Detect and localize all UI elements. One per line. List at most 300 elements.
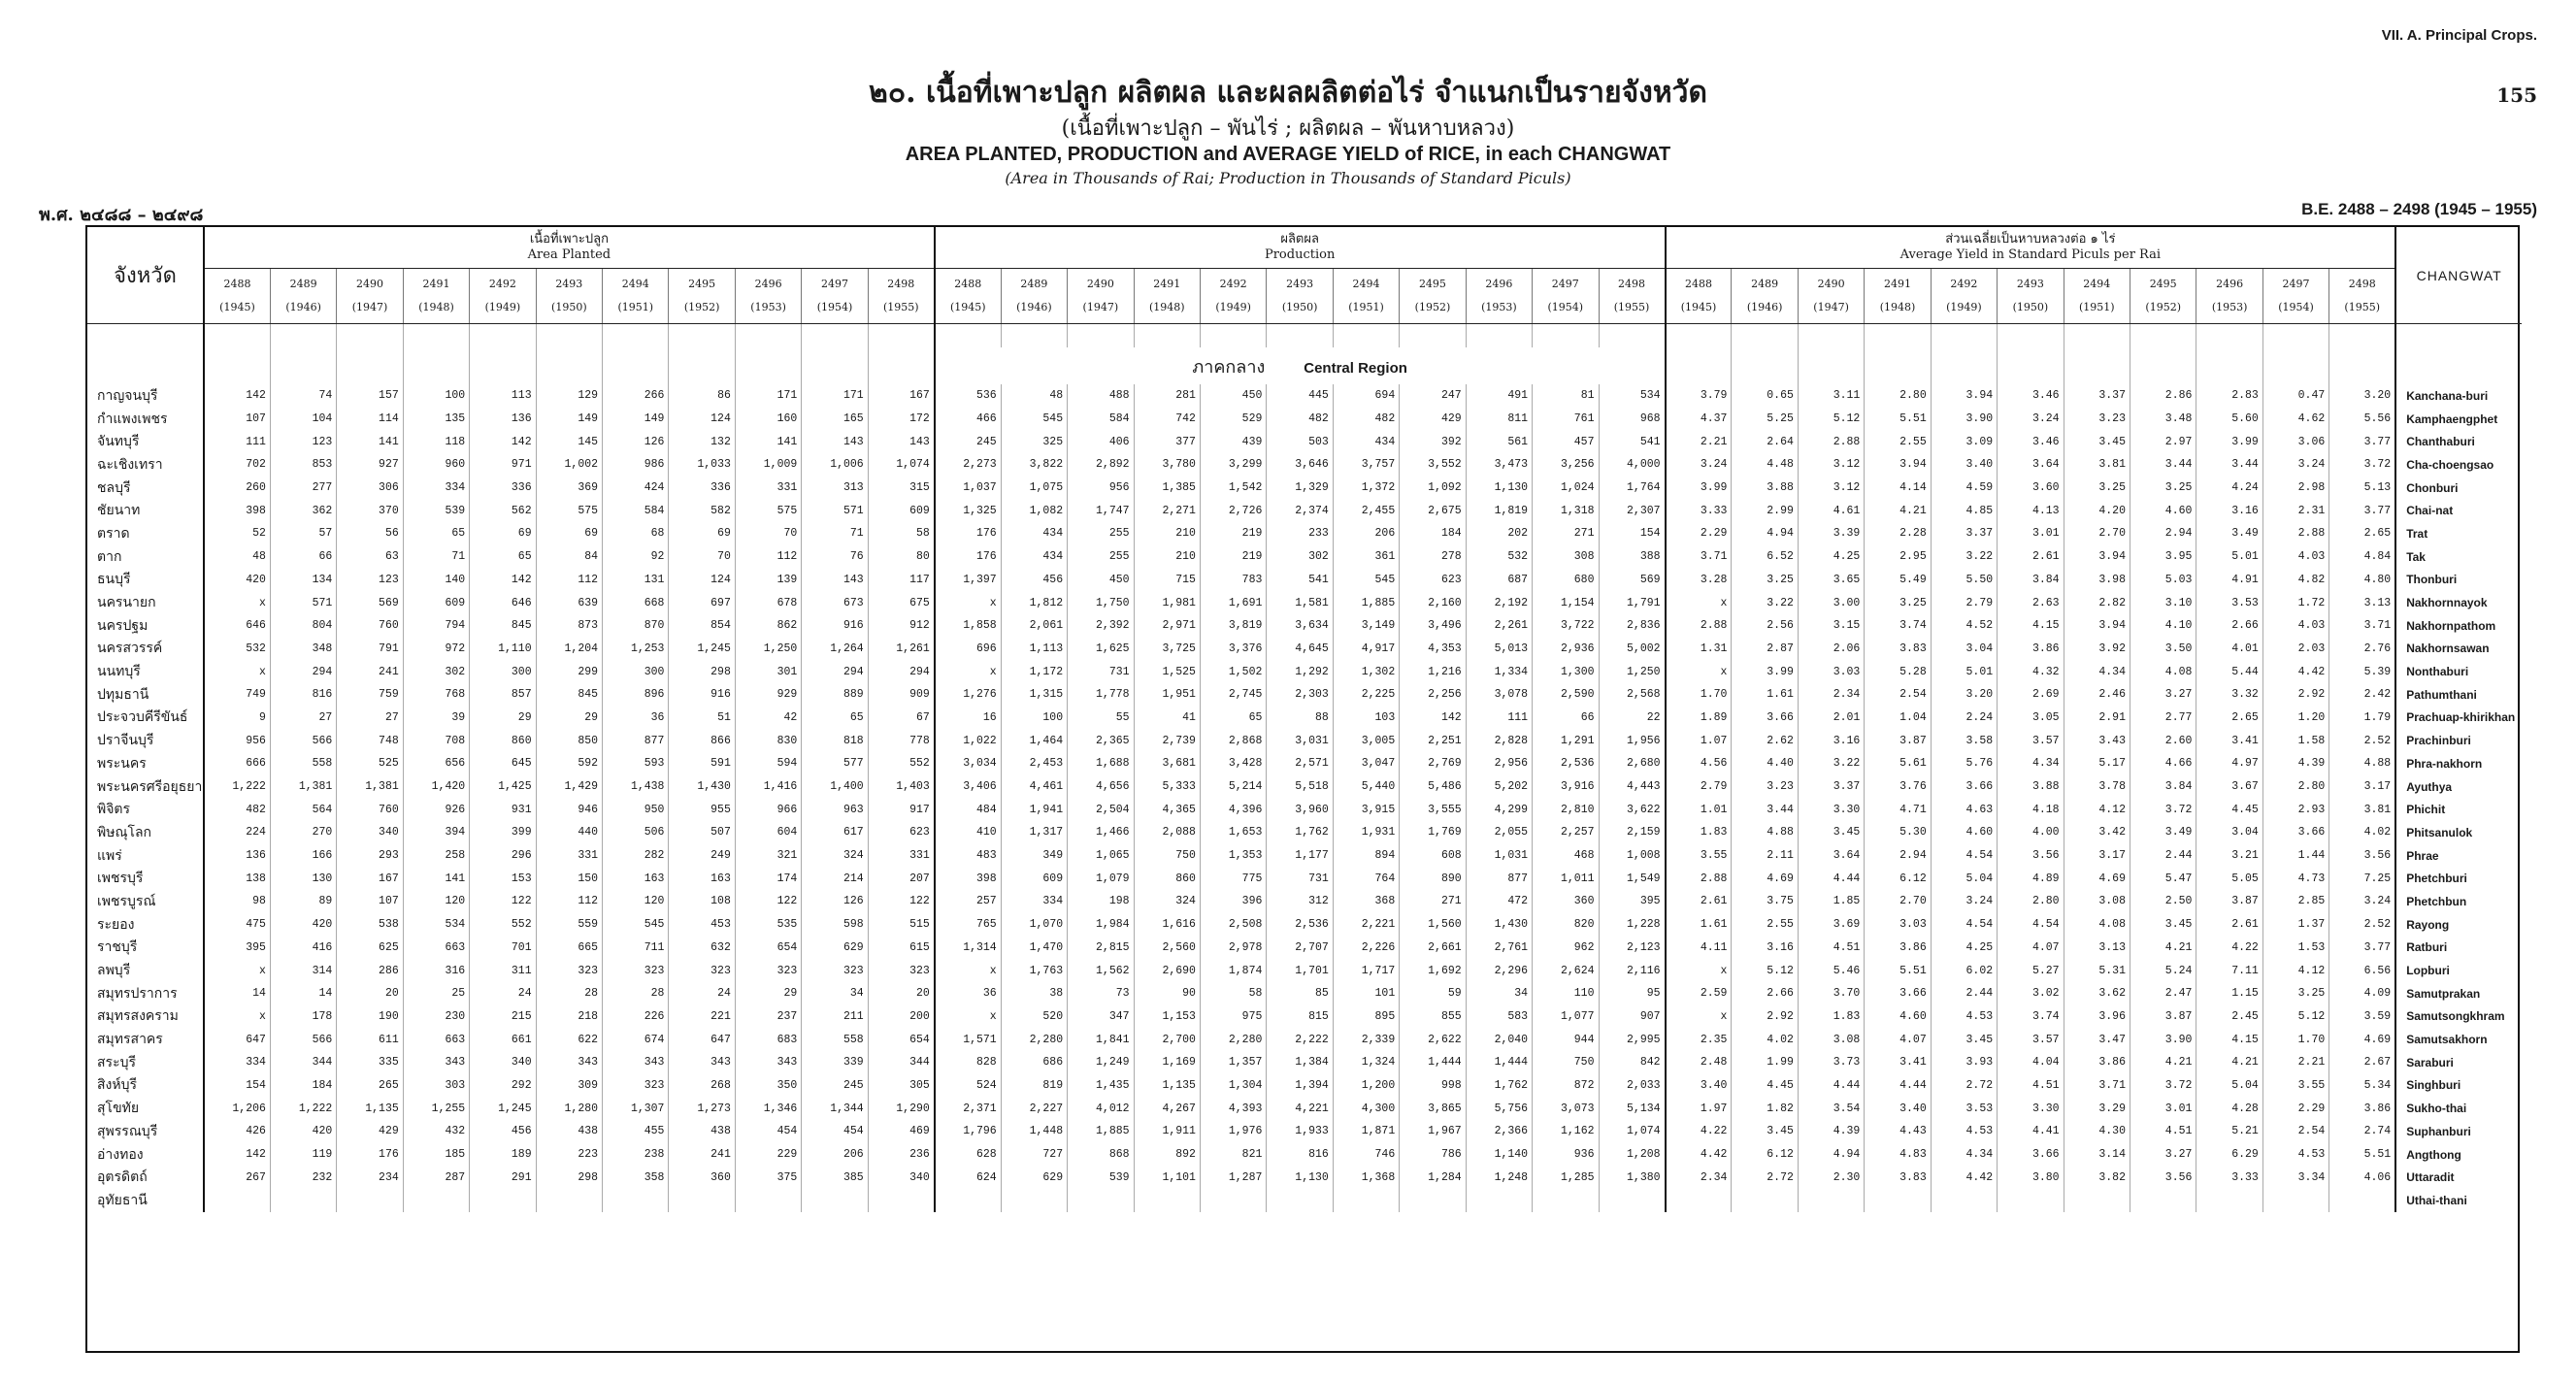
area-cell: 663	[403, 1028, 469, 1051]
area-cell: 335	[337, 1051, 403, 1074]
yield-cell: 4.25	[1931, 937, 1997, 960]
yield-cell: 4.56	[1666, 752, 1732, 775]
prod-cell: 1,208	[1599, 1143, 1666, 1167]
empty-cell	[2262, 347, 2328, 384]
yield-cell: 2.30	[1798, 1166, 1864, 1189]
table-row	[87, 844, 2522, 868]
yield-cell: 3.72	[2329, 453, 2395, 477]
prod-cell: 2,033	[1599, 1074, 1666, 1098]
area-cell: 339	[802, 1051, 868, 1074]
area-cell: 20	[337, 982, 403, 1005]
prod-cell: 4,656	[1068, 775, 1134, 799]
yield-cell: 2.52	[2329, 913, 2395, 937]
yield-cell: 5.21	[2196, 1120, 2262, 1143]
area-cell: 343	[403, 1051, 469, 1074]
prod-cell: 750	[1533, 1051, 1599, 1074]
yield-cell: 1.72	[2262, 591, 2328, 614]
prod-cell: 58	[1200, 982, 1266, 1005]
prod-cell: 1,140	[1466, 1143, 1532, 1167]
area-cell: 309	[536, 1074, 602, 1098]
yield-cell: 3.55	[1666, 844, 1732, 868]
province-name-thai: สมุทรสาคร	[87, 1028, 204, 1051]
area-cell: 768	[403, 683, 469, 707]
yield-cell: 3.23	[2064, 408, 2130, 431]
prod-cell: 1,984	[1068, 913, 1134, 937]
prod-cell: 1,885	[1068, 1120, 1134, 1143]
prod-cell: 103	[1333, 707, 1399, 730]
prod-cell: 1,542	[1200, 477, 1266, 500]
yield-cell: 5.05	[2196, 867, 2262, 890]
year-header	[2064, 269, 2130, 324]
yield-cell: 2.98	[2262, 477, 2328, 500]
area-cell: 157	[337, 384, 403, 408]
area-cell: 119	[270, 1143, 336, 1167]
prod-cell: 541	[1267, 569, 1333, 592]
empty-cell	[2130, 324, 2196, 348]
year-header	[470, 269, 536, 324]
yield-cell: 3.77	[2329, 499, 2395, 522]
area-cell: 454	[802, 1120, 868, 1143]
year-ad: (1948)	[1148, 301, 1185, 313]
prod-cell: 3,078	[1466, 683, 1532, 707]
prod-cell: 1,024	[1533, 477, 1599, 500]
area-cell: 324	[802, 844, 868, 868]
yield-cell: 2.85	[2262, 890, 2328, 913]
yield-cell: 4.11	[1666, 937, 1732, 960]
area-cell: 1,264	[802, 638, 868, 661]
yield-cell: 4.44	[1865, 1074, 1931, 1098]
prod-cell: 3,819	[1200, 614, 1266, 638]
area-cell: 86	[669, 384, 735, 408]
area-cell: 132	[669, 430, 735, 453]
prod-cell: 503	[1267, 430, 1333, 453]
yield-cell: 5.76	[1931, 752, 1997, 775]
yield-cell: 1.15	[2196, 982, 2262, 1005]
area-cell: 20	[868, 982, 935, 1005]
yield-cell: 5.12	[2262, 1005, 2328, 1029]
area-cell: 645	[470, 752, 536, 775]
area-cell: 118	[403, 430, 469, 453]
province-name-english: Samutsakhorn	[2395, 1028, 2522, 1051]
yield-cell: 5.51	[1865, 408, 1931, 431]
empty-cell	[603, 347, 669, 384]
yield-cell: 3.90	[1931, 408, 1997, 431]
prod-cell: x	[935, 1005, 1001, 1029]
year-header	[1200, 269, 1266, 324]
prod-cell: 450	[1068, 569, 1134, 592]
yield-cell: 4.85	[1931, 499, 1997, 522]
prod-cell: 176	[935, 545, 1001, 569]
area-cell: 39	[403, 707, 469, 730]
group-header-english: Average Yield in Standard Piculs per Rai	[1899, 247, 2162, 262]
province-name-thai: ชลบุรี	[87, 477, 204, 500]
yield-cell: 3.09	[1931, 430, 1997, 453]
yield-cell: 4.18	[1998, 798, 2064, 821]
area-cell: 301	[735, 660, 801, 683]
prod-cell: 2,675	[1400, 499, 1466, 522]
yield-cell	[1798, 1189, 1864, 1212]
year-ad: (1945)	[1680, 301, 1717, 313]
prod-cell: 1,701	[1267, 959, 1333, 982]
area-cell: 623	[868, 821, 935, 844]
year-header	[2329, 269, 2395, 324]
prod-cell: 5,013	[1466, 638, 1532, 661]
section-label: VII. A. Principal Crops.	[2381, 27, 2537, 44]
yield-cell: 3.96	[2064, 1005, 2130, 1029]
year-be: 2491	[422, 278, 450, 290]
yield-cell: 2.92	[1732, 1005, 1798, 1029]
area-cell: x	[204, 660, 270, 683]
prod-cell: 245	[935, 430, 1001, 453]
prod-cell: 3,681	[1134, 752, 1200, 775]
prod-cell: 727	[1001, 1143, 1067, 1167]
prod-cell: 1,951	[1134, 683, 1200, 707]
year-be: 2495	[2149, 278, 2177, 290]
prod-cell: 271	[1533, 522, 1599, 545]
province-name-thai: สมุทรสงคราม	[87, 1005, 204, 1029]
prod-cell: 1,931	[1333, 821, 1399, 844]
prod-cell: 731	[1068, 660, 1134, 683]
year-ad: (1950)	[1281, 301, 1318, 313]
area-cell: 539	[403, 499, 469, 522]
area-cell: 234	[337, 1166, 403, 1189]
area-cell: 424	[603, 477, 669, 500]
area-cell: 708	[403, 729, 469, 752]
yield-cell: 2.70	[2064, 522, 2130, 545]
prod-cell: 255	[1068, 522, 1134, 545]
yield-cell: 3.46	[1998, 384, 2064, 408]
area-cell: 1,261	[868, 638, 935, 661]
prod-cell: 1,101	[1134, 1166, 1200, 1189]
area-cell: 862	[735, 614, 801, 638]
area-cell: 150	[536, 867, 602, 890]
area-cell: 697	[669, 591, 735, 614]
yield-cell: 3.75	[1732, 890, 1798, 913]
province-name-english: Ratburi	[2395, 937, 2522, 960]
area-cell: 268	[669, 1074, 735, 1098]
area-cell: 167	[868, 384, 935, 408]
table-row	[87, 384, 2522, 408]
prod-cell: 3,149	[1333, 614, 1399, 638]
yield-cell: 3.49	[2196, 522, 2262, 545]
prod-cell: 1,304	[1200, 1074, 1266, 1098]
prod-cell	[1200, 1189, 1266, 1212]
prod-cell: 3,646	[1267, 453, 1333, 477]
prod-cell: 860	[1134, 867, 1200, 890]
area-cell: 315	[868, 477, 935, 500]
area-cell: 120	[403, 890, 469, 913]
area-cell: 176	[337, 1143, 403, 1167]
area-cell: 926	[403, 798, 469, 821]
prod-cell: 488	[1068, 384, 1134, 408]
yield-cell: 2.01	[1798, 707, 1864, 730]
area-cell: 1,280	[536, 1097, 602, 1120]
empty-cell	[1798, 324, 1864, 348]
yield-cell: 2.42	[2329, 683, 2395, 707]
yield-cell: 2.93	[2262, 798, 2328, 821]
area-cell: 558	[802, 1028, 868, 1051]
area-cell: 265	[337, 1074, 403, 1098]
yield-cell: 3.84	[2130, 775, 2196, 799]
empty-cell	[1068, 324, 1134, 348]
province-name-thai: สมุทรปราการ	[87, 982, 204, 1005]
year-header	[802, 269, 868, 324]
prod-cell: 1,549	[1599, 867, 1666, 890]
yield-cell: 3.71	[2064, 1074, 2130, 1098]
area-cell: 358	[603, 1166, 669, 1189]
prod-cell: 680	[1533, 569, 1599, 592]
table-row	[87, 707, 2522, 730]
prod-cell: 4,267	[1134, 1097, 1200, 1120]
yield-cell: 1.31	[1666, 638, 1732, 661]
area-cell: 149	[536, 408, 602, 431]
prod-cell: 569	[1599, 569, 1666, 592]
prod-cell: 1,444	[1400, 1051, 1466, 1074]
province-name-english: Nonthaburi	[2395, 660, 2522, 683]
prod-cell: 1,011	[1533, 867, 1599, 890]
yield-cell: 4.45	[1732, 1074, 1798, 1098]
prod-cell	[1333, 1189, 1399, 1212]
area-cell: 394	[403, 821, 469, 844]
prod-cell: 184	[1400, 522, 1466, 545]
yield-cell: 3.06	[2262, 430, 2328, 453]
prod-cell: 820	[1533, 913, 1599, 937]
empty-cell	[403, 347, 469, 384]
area-cell: 143	[802, 430, 868, 453]
prod-cell: 388	[1599, 545, 1666, 569]
area-cell: 165	[802, 408, 868, 431]
prod-cell: 377	[1134, 430, 1200, 453]
prod-cell: 434	[1333, 430, 1399, 453]
prod-cell: 1,317	[1001, 821, 1067, 844]
yield-cell: 4.39	[2262, 752, 2328, 775]
yield-cell: 5.51	[2329, 1143, 2395, 1167]
yield-cell: 3.62	[2064, 982, 2130, 1005]
prod-cell: 2,280	[1200, 1028, 1266, 1051]
yield-cell: 2.76	[2329, 638, 2395, 661]
prod-cell: 545	[1001, 408, 1067, 431]
yield-cell: 2.67	[2329, 1051, 2395, 1074]
title-english: AREA PLANTED, PRODUCTION and AVERAGE YIELD of RICE, in each CHANGWAT	[905, 144, 1671, 165]
yield-cell	[1998, 1189, 2064, 1212]
yield-cell: 6.52	[1732, 545, 1798, 569]
yield-cell: 3.56	[1998, 844, 2064, 868]
yield-cell: 4.42	[1666, 1143, 1732, 1167]
yield-cell: 3.45	[1732, 1120, 1798, 1143]
year-be: 2489	[1020, 278, 1048, 290]
year-header	[403, 269, 469, 324]
area-cell: 70	[669, 545, 735, 569]
prod-cell: 41	[1134, 707, 1200, 730]
yield-cell: 4.42	[2262, 660, 2328, 683]
year-header	[1931, 269, 1997, 324]
title-thai: ๒๐. เนื้อที่เพาะปลูก ผลิตผล และผลผลิตต่อไร่ จำแนกเป็นรายจังหวัด	[869, 76, 1707, 110]
area-cell: 963	[802, 798, 868, 821]
province-name-thai: อ่างทอง	[87, 1143, 204, 1167]
empty-cell	[2196, 324, 2262, 348]
area-cell: 214	[802, 867, 868, 890]
area-cell: 98	[204, 890, 270, 913]
yield-cell: 1.97	[1666, 1097, 1732, 1120]
prod-cell: 429	[1400, 408, 1466, 431]
yield-cell: 3.53	[1931, 1097, 1997, 1120]
prod-cell: 2,560	[1134, 937, 1200, 960]
yield-cell: 1.20	[2262, 707, 2328, 730]
yield-cell: 4.12	[2064, 798, 2130, 821]
yield-cell: 3.78	[2064, 775, 2130, 799]
prod-cell: 1,334	[1466, 660, 1532, 683]
area-cell: 140	[403, 569, 469, 592]
prod-cell: 2,374	[1267, 499, 1333, 522]
area-cell: 65	[470, 545, 536, 569]
yield-cell: 3.56	[2130, 1166, 2196, 1189]
yield-cell: 4.39	[1798, 1120, 1864, 1143]
area-cell: 130	[270, 867, 336, 890]
area-cell	[669, 1189, 735, 1212]
year-header	[1666, 269, 1732, 324]
area-cell: 916	[669, 683, 735, 707]
empty-cell	[2196, 347, 2262, 384]
province-name-thai: กาญจนบุรี	[87, 384, 204, 408]
prod-cell	[1599, 1189, 1666, 1212]
yield-cell: 3.81	[2329, 798, 2395, 821]
area-cell: 89	[270, 890, 336, 913]
yield-cell: 4.45	[2196, 798, 2262, 821]
area-cell: 340	[470, 1051, 536, 1074]
yield-cell: 4.34	[2064, 660, 2130, 683]
prod-cell: 2,828	[1466, 729, 1532, 752]
yield-cell: 3.94	[1931, 384, 1997, 408]
area-cell: 420	[270, 1120, 336, 1143]
province-name-english: Nakhornsawan	[2395, 638, 2522, 661]
prod-cell: 1,022	[935, 729, 1001, 752]
yield-cell	[2196, 1189, 2262, 1212]
province-name-thai: พิจิตร	[87, 798, 204, 821]
table-row	[87, 937, 2522, 960]
yield-cell: 2.34	[1798, 683, 1864, 707]
prod-cell: 2,571	[1267, 752, 1333, 775]
yield-cell: 3.47	[2064, 1028, 2130, 1051]
empty-cell	[1865, 324, 1931, 348]
area-cell: 350	[735, 1074, 801, 1098]
area-cell: 323	[603, 1074, 669, 1098]
prod-cell: 1,075	[1001, 477, 1067, 500]
year-be: 2490	[1086, 278, 1114, 290]
province-name-english: Kanchana-buri	[2395, 384, 2522, 408]
area-cell: 323	[669, 959, 735, 982]
yield-cell: 3.00	[1798, 591, 1864, 614]
yield-cell: 3.43	[2064, 729, 2130, 752]
province-name-thai: สุโขทัย	[87, 1097, 204, 1120]
prod-cell: 101	[1333, 982, 1399, 1005]
yield-cell: 3.81	[2064, 453, 2130, 477]
prod-cell	[1068, 1189, 1134, 1212]
prod-cell: 1,200	[1333, 1074, 1399, 1098]
year-ad: (1951)	[2078, 301, 2115, 313]
table-row	[87, 683, 2522, 707]
prod-cell: 534	[1599, 384, 1666, 408]
yield-cell: 4.88	[1732, 821, 1798, 844]
yield-cell: 2.82	[2064, 591, 2130, 614]
area-cell: 266	[603, 384, 669, 408]
area-cell: 111	[204, 430, 270, 453]
yield-cell: 4.66	[2130, 752, 2196, 775]
prod-cell: 95	[1599, 982, 1666, 1005]
prod-cell: 1,031	[1466, 844, 1532, 868]
yield-cell: 3.79	[1666, 384, 1732, 408]
yield-cell: 4.60	[2130, 499, 2196, 522]
yield-cell: 4.28	[2196, 1097, 2262, 1120]
province-name-english: Tak	[2395, 545, 2522, 569]
area-cell: 1,307	[603, 1097, 669, 1120]
yield-cell: 3.86	[2329, 1097, 2395, 1120]
prod-cell: 1,287	[1200, 1166, 1266, 1189]
empty-cell	[536, 347, 602, 384]
yield-cell: 4.54	[1931, 844, 1997, 868]
area-cell: 80	[868, 545, 935, 569]
table-row	[87, 798, 2522, 821]
prod-cell: 828	[935, 1051, 1001, 1074]
area-cell: 141	[403, 867, 469, 890]
area-cell: 748	[337, 729, 403, 752]
area-cell: 647	[204, 1028, 270, 1051]
yield-cell: 3.40	[1865, 1097, 1931, 1120]
prod-cell: 2,061	[1001, 614, 1067, 638]
prod-cell: 198	[1068, 890, 1134, 913]
prod-cell: 2,303	[1267, 683, 1333, 707]
area-cell: 860	[470, 729, 536, 752]
yield-cell: 3.37	[1798, 775, 1864, 799]
province-name-english: Phitsanulok	[2395, 821, 2522, 844]
yield-cell: 3.94	[1865, 453, 1931, 477]
area-cell: 866	[669, 729, 735, 752]
area-cell: 123	[270, 430, 336, 453]
area-cell: 122	[868, 890, 935, 913]
yield-cell: 3.17	[2329, 775, 2395, 799]
prod-cell: 1,874	[1200, 959, 1266, 982]
yield-cell: 5.01	[1931, 660, 1997, 683]
area-cell: 321	[735, 844, 801, 868]
table-row	[87, 890, 2522, 913]
empty-cell	[403, 324, 469, 348]
yield-cell: 2.99	[1732, 499, 1798, 522]
yield-cell: x	[1666, 959, 1732, 982]
prod-cell: 2,680	[1599, 752, 1666, 775]
yield-cell: 2.70	[1865, 890, 1931, 913]
year-ad: (1953)	[2211, 301, 2248, 313]
area-cell: 108	[669, 890, 735, 913]
year-ad: (1948)	[418, 301, 454, 313]
prod-cell: 349	[1001, 844, 1067, 868]
yield-cell: 4.37	[1666, 408, 1732, 431]
year-ad: (1954)	[816, 301, 853, 313]
province-name-english: Phetchburi	[2395, 867, 2522, 890]
prod-cell: 1,941	[1001, 798, 1067, 821]
prod-cell: 1,769	[1400, 821, 1466, 844]
yield-cell: 3.20	[2329, 384, 2395, 408]
yield-cell: 3.33	[1666, 499, 1732, 522]
area-cell: 575	[735, 499, 801, 522]
prod-cell: 746	[1333, 1143, 1399, 1167]
yield-cell: 3.80	[1998, 1166, 2064, 1189]
prod-cell: 110	[1533, 982, 1599, 1005]
changwat-header: CHANGWAT	[2395, 227, 2522, 324]
area-cell: 29	[470, 707, 536, 730]
area-cell	[603, 1189, 669, 1212]
area-cell: 135	[403, 408, 469, 431]
area-cell: 190	[337, 1005, 403, 1029]
prod-cell: 1,841	[1068, 1028, 1134, 1051]
